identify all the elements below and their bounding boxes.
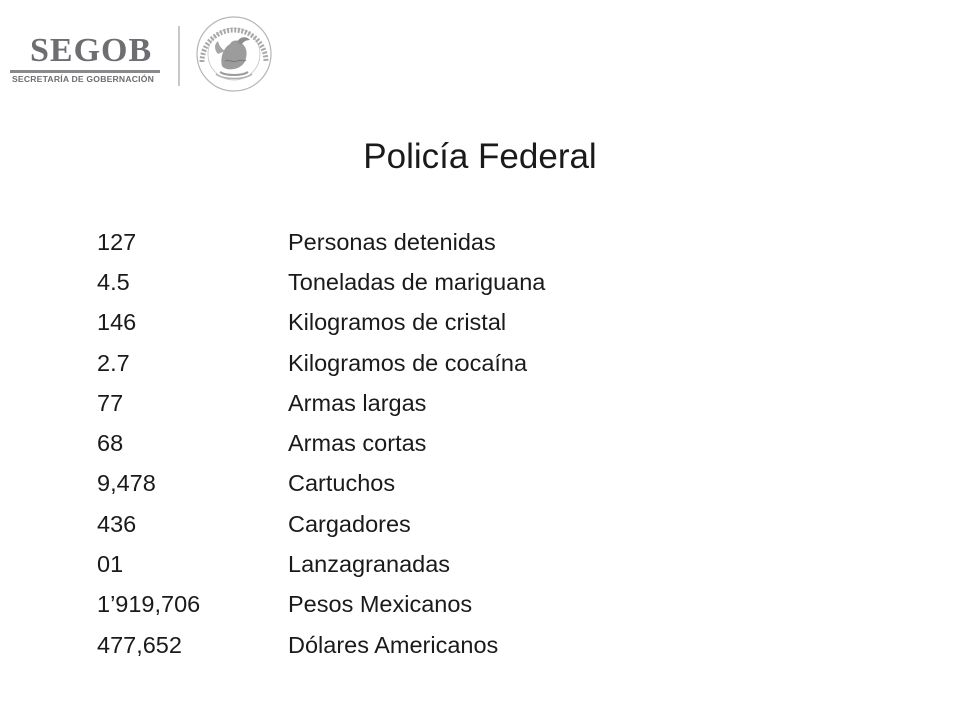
stat-label: Armas largas: [288, 389, 427, 416]
logo-divider: [178, 26, 180, 86]
stat-row: [97, 383, 545, 423]
stat-row: [97, 585, 545, 625]
stat-value: 2.7: [97, 349, 130, 376]
stat-row: [97, 343, 545, 383]
mexican-coat-of-arms-seal-icon: [192, 14, 276, 94]
stat-value: 477,652: [97, 631, 182, 658]
stat-label: Dólares Americanos: [288, 631, 499, 658]
stat-value: 9,478: [97, 470, 156, 497]
stat-value: 146: [97, 309, 137, 336]
stat-label: Kilogramos de cristal: [288, 309, 507, 336]
header-logos: [0, 0, 300, 100]
stat-label: Cartuchos: [288, 470, 396, 497]
stat-label: Armas cortas: [288, 430, 427, 457]
segob-logo-word: SEGOB: [30, 32, 153, 69]
segob-logo-rule: [10, 70, 160, 73]
stat-row: [97, 544, 545, 584]
segob-logo: [10, 30, 170, 86]
stat-row: [97, 504, 545, 544]
stat-row: [97, 625, 545, 665]
stats-list: [97, 222, 545, 665]
stat-label: Cargadores: [288, 510, 411, 537]
stat-label: Personas detenidas: [288, 228, 496, 255]
segob-logo-subtitle: SECRETARÍA DE GOBERNACIÓN: [12, 74, 155, 84]
stat-value: 01: [97, 551, 124, 578]
stat-value: 4.5: [97, 268, 130, 295]
stat-label: Pesos Mexicanos: [288, 591, 473, 618]
stat-label: Kilogramos de cocaína: [288, 349, 528, 376]
stat-row: [97, 262, 545, 302]
page-title: [0, 137, 960, 177]
stat-value: 68: [97, 430, 124, 457]
stat-row: [97, 464, 545, 504]
stat-row: [97, 423, 545, 463]
stat-value: 77: [97, 389, 124, 416]
stat-value: 436: [97, 510, 137, 537]
stat-label: Toneladas de mariguana: [288, 268, 546, 295]
page-title-text: Policía Federal: [363, 137, 597, 176]
stat-row: [97, 222, 545, 262]
stat-row: [97, 303, 545, 343]
stat-label: Lanzagranadas: [288, 551, 451, 578]
stat-value: 1’919,706: [97, 591, 201, 618]
stat-value: 127: [97, 228, 137, 255]
